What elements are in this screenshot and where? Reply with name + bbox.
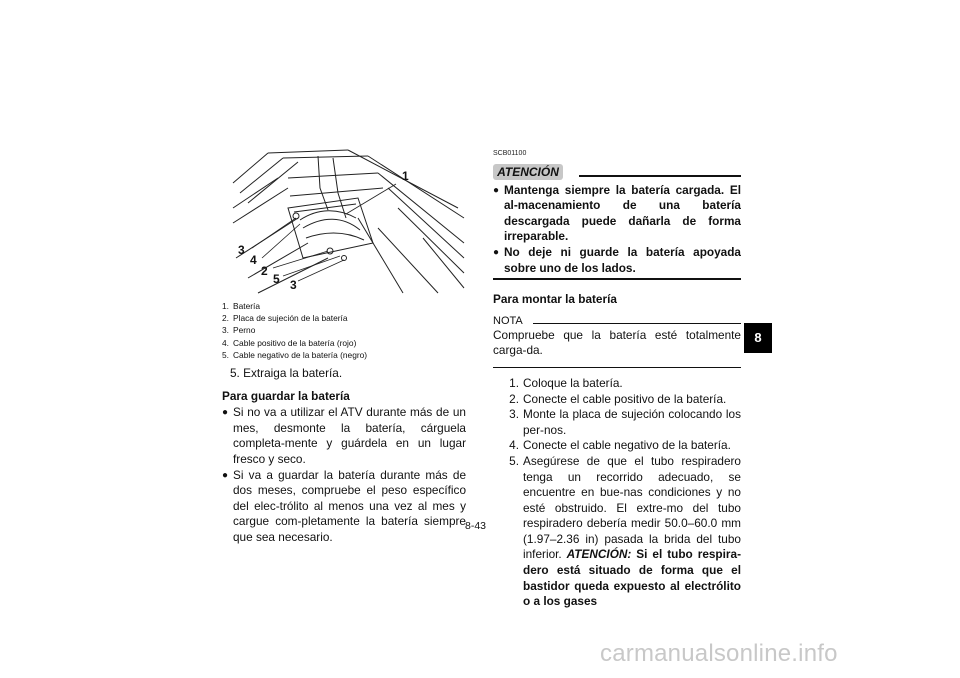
bullet-icon: ● [222,469,229,481]
watermark: carmanualsonline.info [600,640,838,667]
nota-text: Compruebe que la batería esté totalmente carga-da. [493,327,741,358]
legend-item: 3. Perno [222,325,256,336]
divider [579,175,741,177]
divider [493,367,741,368]
caution-text: Si el tubo respira-dero está situado de forma que el bastidor queda expuesto al electrólito o a los gases [523,547,741,609]
atencion-header [493,164,741,180]
callout-2: 2 [261,264,268,278]
list-item: 1. Coloque la batería. [509,375,623,390]
legend-item: 4. Cable positivo de la batería (rojo) [222,337,357,348]
bullet-icon: ● [493,246,500,258]
store-bullet: ● Si va a guardar la batería durante más de dos meses, compruebe el peso específico del elec-trólito al menos una vez al mes y cargue com-pletamente la batería siempre que sea necesario. [222,467,466,544]
nota-header [493,314,741,328]
chapter-tab: 8 [744,323,772,353]
list-item: 5. Asegúrese de que el tubo respiradero tenga un recorrido adecuado, se encuentre en bue-nas condiciones y no esté obstruido. El extre-mo del tubo respiradero debería medir 50.0–60.0 mm (1.97–2.36 in) pasada la brida del tubo inferior. ATENCIÓN: Si el tubo respira-dero está situado de forma que el bastidor queda expuesto al electrólito o a los gases [509,453,741,609]
divider [533,323,741,324]
mount-heading: Para montar la batería [493,292,617,307]
callout-1: 1 [402,169,409,183]
nota-label: NOTA [493,314,523,327]
figure-legend [222,300,462,361]
bullet-icon: ● [493,184,500,196]
mount-steps [493,376,741,610]
divider [493,278,741,280]
callout-3-top: 3 [238,243,245,257]
atencion-label: ATENCIÓN [493,164,563,180]
list-item: 2. Conecte el cable positivo de la batería. [509,391,727,406]
section-code: SCB01100 [493,150,527,157]
warning-bullet: ● No deje ni guarde la batería apoyada sobre uno de los lados. [493,244,741,275]
battery-illustration [228,148,466,296]
left-column [222,366,466,546]
bullet-icon: ● [222,407,229,419]
callout-4: 4 [250,253,257,267]
callout-5: 5 [273,272,280,286]
list-item: 4. Conecte el cable negativo de la batería. [509,438,731,453]
callout-3-bottom: 3 [290,278,297,292]
caution-label: ATENCIÓN: [566,547,632,562]
warning-bullet: ● Mantenga siempre la batería cargada. El al-macenamiento de una batería descargada puede dañarla de forma irreparable. [493,182,741,244]
store-bullet: ● Si no va a utilizar el ATV durante más de un mes, desmonte la batería, cárguela completa-mente y guárdela en un lugar fresco y seco. [222,405,466,466]
legend-item: 1. Batería [222,301,261,311]
store-heading: Para guardar la batería [222,388,350,403]
step5-text: Asegúrese de que el tubo respiradero tenga un recorrido adecuado, se encuentre en bue-nas condiciones y no esté obstruido. El extre-mo del tubo respiradero debería medir 50.0–60.0 mm (1.97–2.36 in) pasada la brida del tubo inferior. [523,453,741,562]
list-item: 3. Monte la placa de sujeción colocando los per-nos. [509,407,741,437]
legend-item: 2. Placa de sujeción de la batería [222,313,348,324]
page-number: 8-43 [465,520,487,532]
right-column [493,146,741,610]
legend-item: 5. Cable negativo de la batería (negro) [222,349,368,360]
remove-step-5: 5. Extraiga la batería. [230,366,343,380]
